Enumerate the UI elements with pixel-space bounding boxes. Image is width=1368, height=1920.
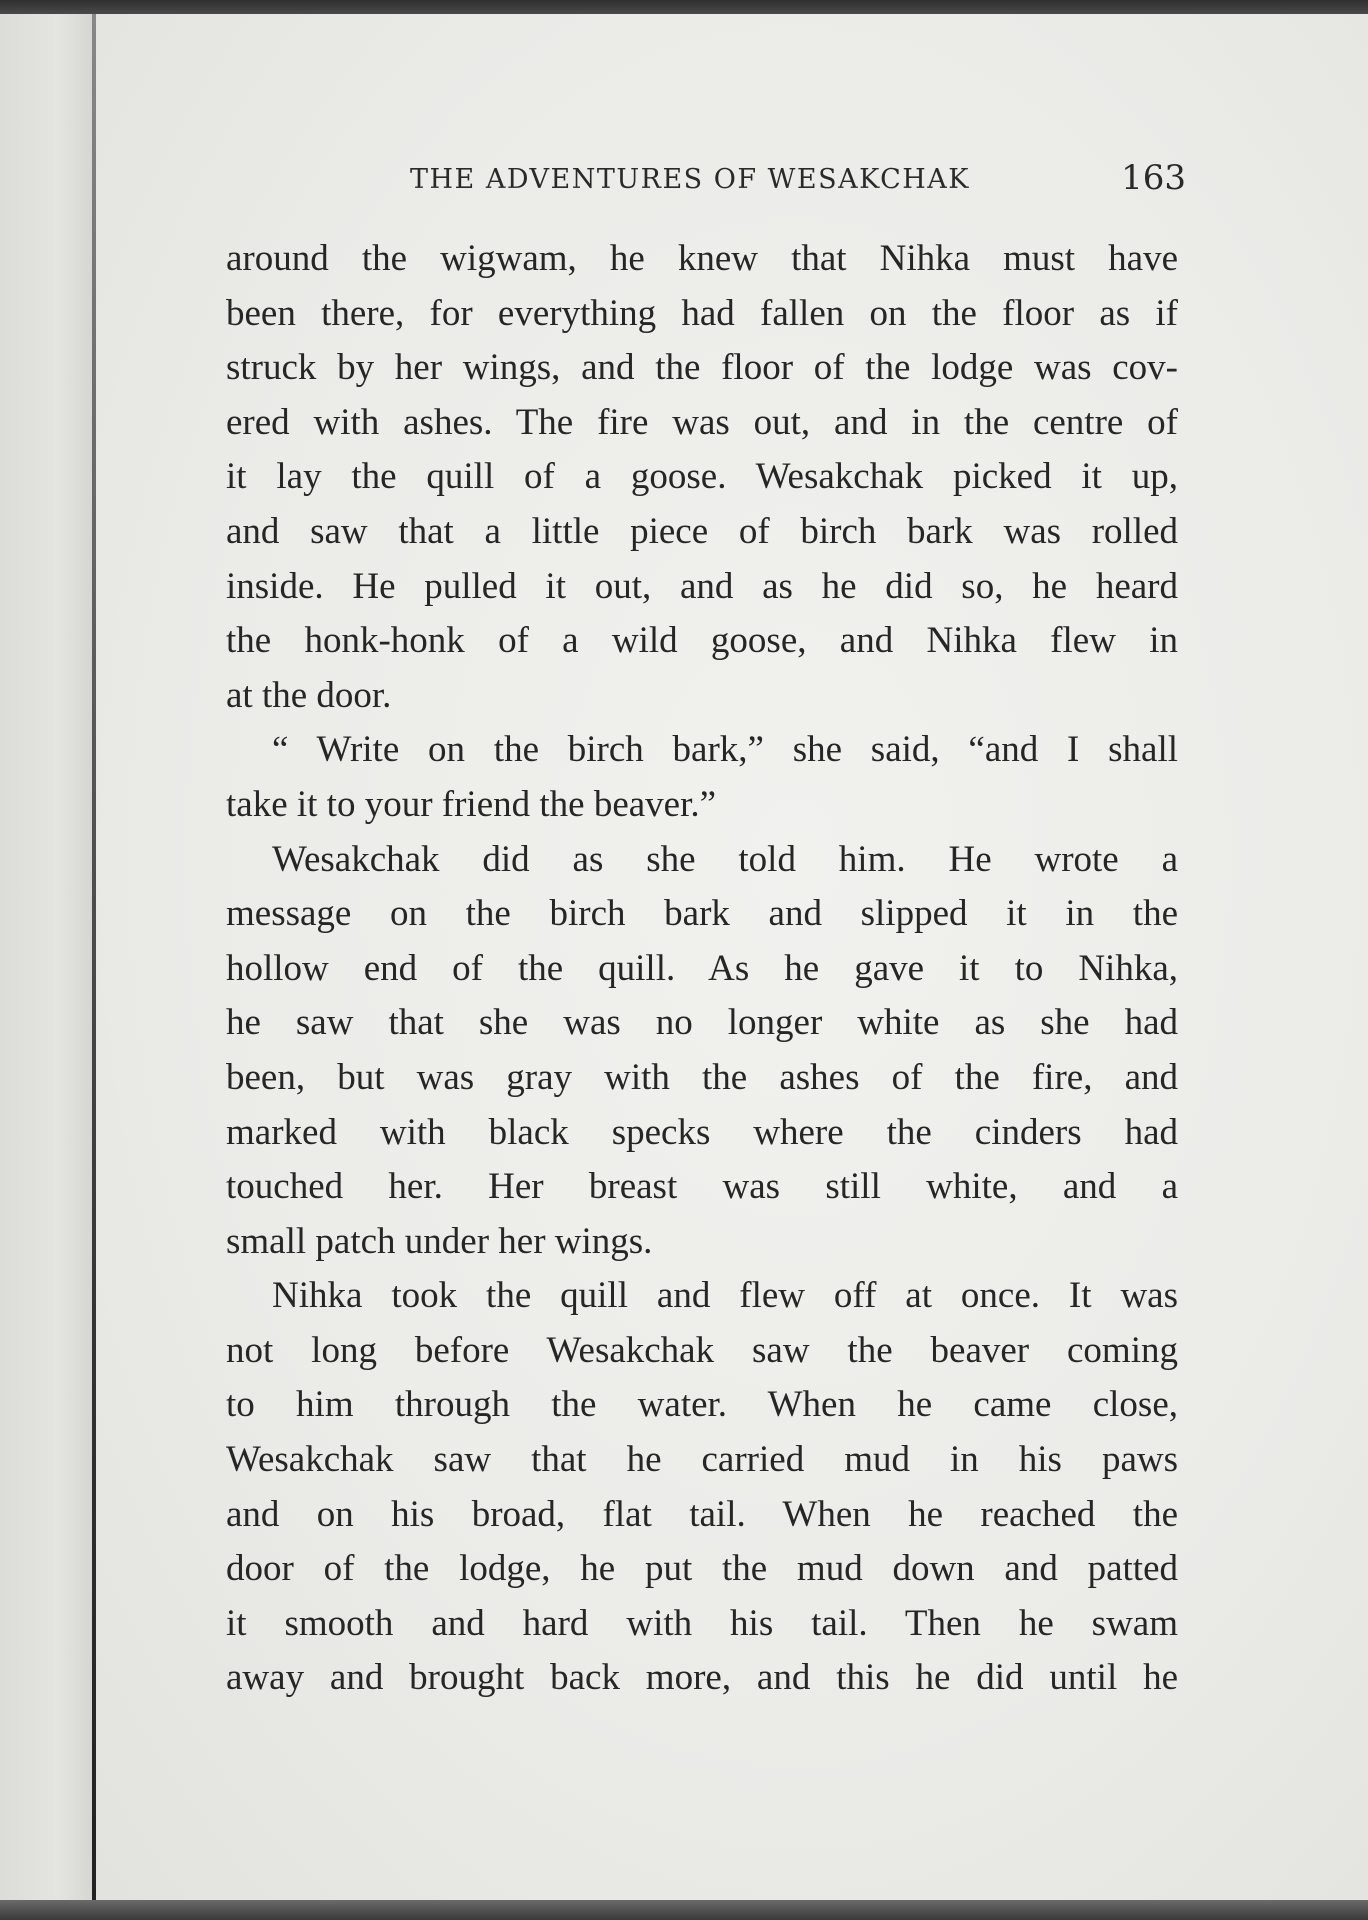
running-head: THE ADVENTURES OF WESAKCHAK <box>410 164 970 195</box>
text-line: door of the lodge, he put the mud down and patted <box>226 1548 1178 1590</box>
text-line: Wesakchak did as she told him. He wrote a <box>272 838 1178 880</box>
text-line: Nihka took the quill and flew off at once. It was <box>272 1275 1178 1317</box>
text-line: it smooth and hard with his tail. Then he swam <box>226 1602 1178 1644</box>
facing-page-margin <box>0 14 96 1900</box>
text-line: been there, for everything had fallen on the floor as if <box>226 292 1178 334</box>
text-line: struck by her wings, and the floor of the lodge was cov- <box>226 347 1178 389</box>
text-line: take it to your friend the beaver.” <box>226 783 717 825</box>
text-line: ered with ashes. The fire was out, and in the centre of <box>226 401 1178 443</box>
text-line: marked with black specks where the cinders had <box>226 1111 1178 1153</box>
text-line: he saw that she was no longer white as she had <box>226 1002 1178 1044</box>
scan-bottom-edge <box>0 1900 1368 1920</box>
text-line: been, but was gray with the ashes of the fire, and <box>226 1056 1178 1098</box>
body-text <box>226 232 1178 1706</box>
text-line: away and brought back more, and this he did until he <box>226 1657 1178 1699</box>
text-line: inside. He pulled it out, and as he did so, he heard <box>226 565 1178 607</box>
text-line: and saw that a little piece of birch bark was rolled <box>226 510 1178 552</box>
page-number: 163 <box>1121 158 1186 198</box>
text-line: not long before Wesakchak saw the beaver coming <box>226 1329 1178 1371</box>
text-line: Wesakchak saw that he carried mud in his paws <box>226 1439 1178 1481</box>
text-line: hollow end of the quill. As he gave it to Nihka, <box>226 947 1178 989</box>
text-line: small patch under her wings. <box>226 1220 653 1262</box>
text-line: around the wigwam, he knew that Nihka must have <box>226 238 1178 279</box>
page-header <box>318 156 1200 204</box>
scan-top-edge <box>0 0 1368 14</box>
text-line: message on the birch bark and slipped it in the <box>226 893 1178 935</box>
text-line: “ Write on the birch bark,” she said, “and I shall <box>272 729 1178 771</box>
text-line: it lay the quill of a goose. Wesakchak picked it up, <box>226 456 1178 498</box>
text-line: the honk-honk of a wild goose, and Nihka flew in <box>226 620 1178 662</box>
text-line: and on his broad, flat tail. When he reached the <box>226 1493 1178 1535</box>
text-line: touched her. Her breast was still white, and a <box>226 1166 1178 1208</box>
text-line: at the door. <box>226 674 392 716</box>
text-line: to him through the water. When he came close, <box>226 1384 1178 1426</box>
